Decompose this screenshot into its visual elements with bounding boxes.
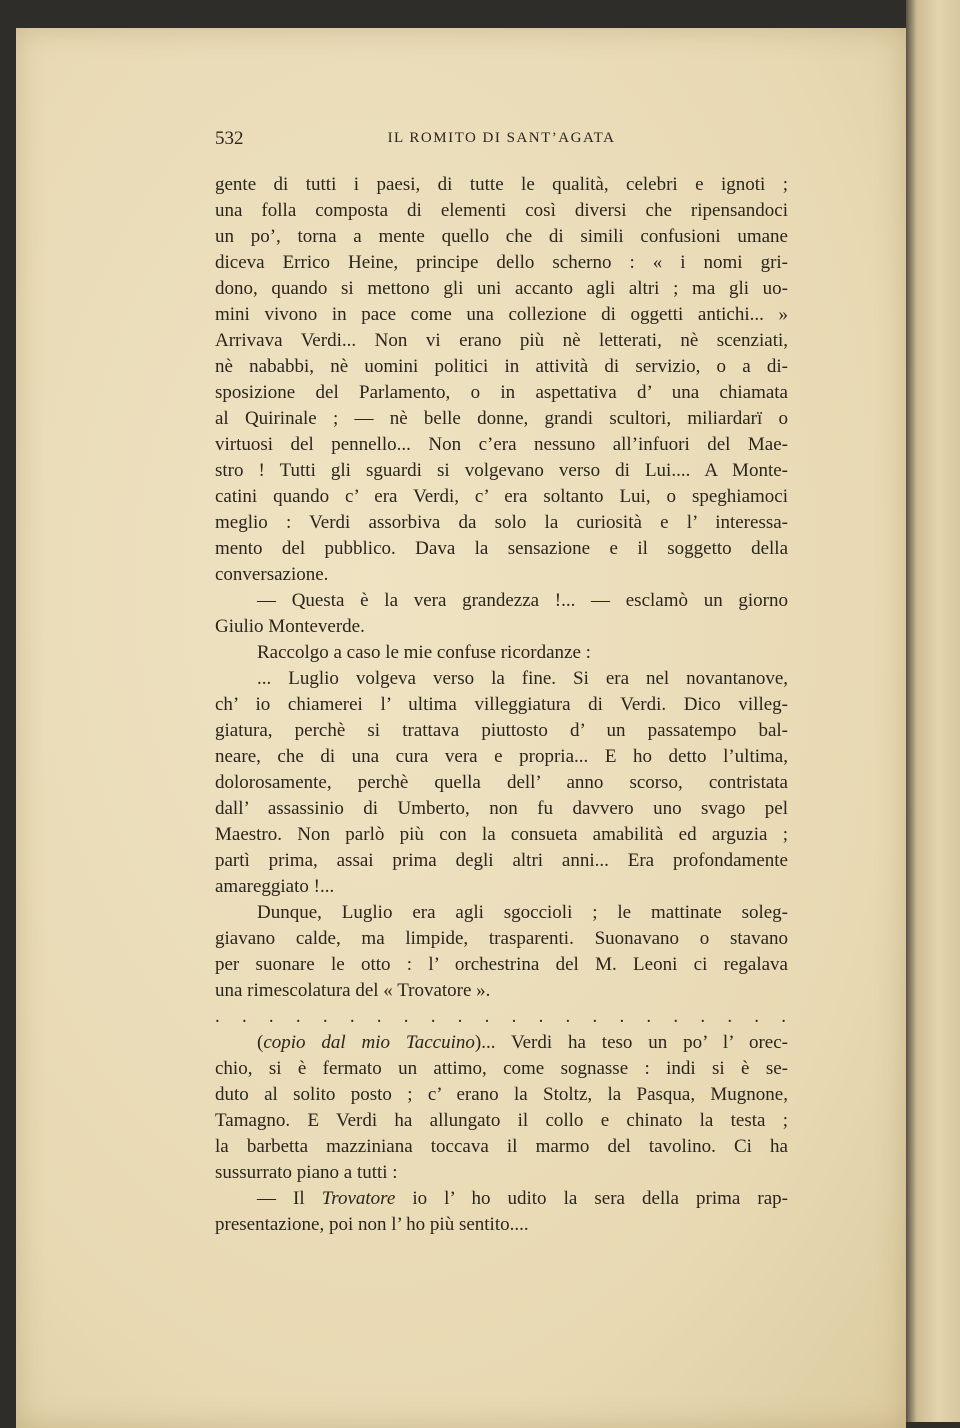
text-line: dall’ assassinio di Umberto, non fu davvero uno svago pel: [215, 798, 788, 819]
page-number: 532: [215, 128, 244, 149]
text-line: [215, 1186, 788, 1212]
text-line: Giulio Monteverde.: [215, 616, 365, 637]
text-line: partì prima, assai prima degli altri anni... Era profondamente: [215, 850, 788, 871]
text-line: Dunque, Luglio era agli sgoccioli ; le mattinate soleg-: [257, 902, 788, 923]
text-line: mini vivono in pace come una collezione di oggetti antichi... »: [215, 304, 788, 325]
text-line: Raccolgo a caso le mie confuse ricordanze :: [257, 642, 591, 663]
text-line: un po’, torna a mente quello che di simili confusioni umane: [215, 226, 788, 247]
text-line: sposizione del Parlamento, o in aspettativa d’ una chiamata: [215, 382, 788, 403]
text-line: amareggiato !...: [215, 876, 335, 897]
text-line: mento del pubblico. Dava la sensazione e il soggetto della: [215, 538, 788, 559]
text-line: catini quando c’ era Verdi, c’ era soltanto Lui, o speghiamoci: [215, 486, 788, 507]
text-segment: io l’ ho udito la sera della prima rap-: [395, 1188, 788, 1209]
text-line: Tamagno. E Verdi ha allungato il collo e chinato la testa ;: [215, 1110, 788, 1131]
text-line: presentazione, poi non l’ ho più sentito....: [215, 1214, 529, 1235]
adjacent-page-edge: [906, 0, 960, 1422]
text-segment: )... Verdi ha teso un po’ l’ orec-: [474, 1032, 788, 1053]
text-line: giavano calde, ma limpide, trasparenti. Suonavano o stavano: [215, 928, 788, 949]
text-line: virtuosi del pennello... Non c’era nessuno all’infuori del Mae-: [215, 434, 788, 455]
section-break-dots: . . . . . . . . . . . . . . . . . . . . . .: [215, 1006, 788, 1027]
text-line: la barbetta mazziniana toccava il marmo del tavolino. Ci ha: [215, 1136, 788, 1157]
text-line: una folla composta di elementi così diversi che ripensandoci: [215, 200, 788, 221]
text-line: dolorosamente, perchè quella dell’ anno scorso, contristata: [215, 772, 788, 793]
running-title: IL ROMITO DI SANT’AGATA: [387, 130, 616, 146]
text-line: — Questa è la vera grandezza !... — esclamò un giorno: [257, 590, 788, 611]
text-line: stro ! Tutti gli sguardi si volgevano verso di Lui.... A Monte-: [215, 460, 788, 481]
text-line: una rimescolatura del « Trovatore ».: [215, 980, 491, 1001]
text-line: gente di tutti i paesi, di tutte le qualità, celebri e ignoti ;: [215, 174, 788, 195]
text-line: [215, 1030, 788, 1056]
text-line: sussurrato piano a tutti :: [215, 1162, 398, 1183]
text-line: Arrivava Verdi... Non vi erano più nè letterati, nè scenziati,: [215, 330, 788, 351]
text-line: dono, quando si mettono gli uni accanto agli altri ; ma gli uo-: [215, 278, 788, 299]
running-header: [215, 128, 788, 154]
text-line: ch’ io chiamerei l’ ultima villeggiatura di Verdi. Dico villeg-: [215, 694, 788, 715]
text-line: giatura, perchè si trattava piuttosto d’ un passatempo bal-: [215, 720, 788, 741]
text-segment: (: [257, 1032, 264, 1053]
text-line: conversazione.: [215, 564, 329, 585]
text-line: meglio : Verdi assorbiva da solo la curiosità e l’ interessa-: [215, 512, 788, 533]
text-line: Maestro. Non parlò più con la consueta amabilità ed arguzia ;: [215, 824, 788, 845]
text-segment: — Il: [257, 1188, 322, 1209]
italic-text: copio dal mio Taccuino: [263, 1032, 475, 1053]
text-line: chio, si è fermato un attimo, come sognasse : indi si è se-: [215, 1058, 788, 1079]
text-line: neare, che di una cura vera e propria... E ho detto l’ultima,: [215, 746, 788, 767]
text-line: duto al solito posto ; c’ erano la Stoltz, la Pasqua, Mugnone,: [215, 1084, 788, 1105]
text-line: ... Luglio volgeva verso la fine. Si era nel novantanove,: [257, 668, 788, 689]
body-text: [215, 172, 788, 1238]
text-line: nè nababbi, nè uomini politici in attività di servizio, o a di-: [215, 356, 788, 377]
text-line: diceva Errico Heine, principe dello scherno : « i nomi gri-: [215, 252, 788, 273]
text-line: al Quirinale ; — nè belle donne, grandi scultori, miliardarï o: [215, 408, 788, 429]
text-line: per suonare le otto : l’ orchestrina del M. Leoni ci regalava: [215, 954, 788, 975]
italic-text: Trovatore: [321, 1188, 396, 1209]
